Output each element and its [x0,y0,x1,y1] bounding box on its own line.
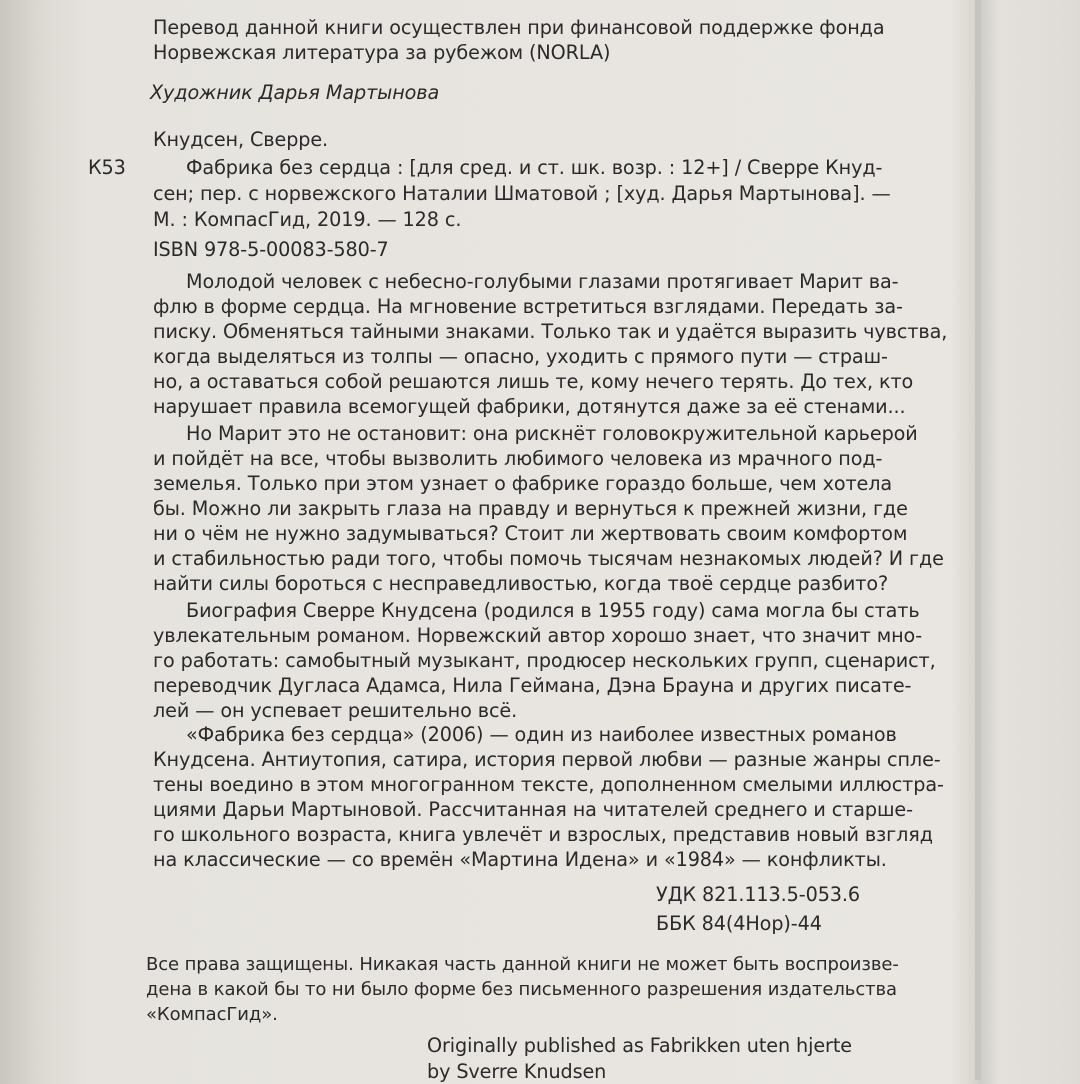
original-publication-line-1: Originally published as Fabrikken uten hjerte [427,1034,852,1057]
annotation-line: Кнудсена. Антиутопия, сатира, история первой любви — разные жанры спле- [153,748,941,771]
annotation-line: Молодой человек с небесно-голубыми глазами протягивает Марит ва- [186,270,899,293]
annotation-line: бы. Можно ли закрыть глаза на правду и вернуться к прежней жизни, где [153,497,908,520]
annotation-line: писку. Обменяться тайными знаками. Только так и удаётся выразить чувства, [153,320,948,343]
annotation-line: циями Дарьи Мартыновой. Рассчитанная на читателей среднего и старше- [153,798,913,821]
annotation-line: «Фабрика без сердца» (2006) — один из наиболее известных романов [186,723,897,746]
annotation-line: увлекательным романом. Норвежский автор хорошо знает, что значит мно- [153,624,923,647]
catalog-code: К53 [88,156,126,179]
original-publication-line-2: by Sverre Knudsen [427,1060,607,1083]
rights-line-1: Все права защищены. Никакая часть данной книги не может быть воспроизве- [146,954,899,975]
annotation-line: на классические — со времён «Мартина Идена» и «1984» — конфликты. [153,848,887,871]
rights-line-3: «КомпасГид». [146,1004,278,1025]
rights-line-2: дена в какой бы то ни было форме без письменного разрешения издательства [146,979,897,1000]
annotation-line: найти силы бороться с несправедливостью, когда твоё сердце разбито? [153,572,889,595]
bibliographic-line-1: Фабрика без сердца : [для сред. и ст. шк. возр. : 12+] / Сверре Кнуд- [186,156,883,179]
bibliographic-line-2: сен; пер. с норвежского Наталии Шматовой ; [худ. Дарья Мартынова]. — [153,182,891,205]
annotation-line: ни о чём не нужно задумываться? Стоит ли жертвовать своим комфортом [153,522,908,545]
annotation-line: когда выделяться из толпы — опасно, уходить с прямого пути — страш- [153,345,888,368]
funding-note-line-2: Норвежская литература за рубежом (NORLA) [153,41,611,64]
bbk-code: ББК 84(4Нор)-44 [656,912,822,935]
funding-note-line-1: Перевод данной книги осуществлен при финансовой поддержке фонда [153,16,885,39]
bibliographic-line-3: М. : КомпасГид, 2019. — 128 с. [153,208,462,231]
annotation-line: земелья. Только при этом узнает о фабрике гораздо больше, чем хотела [153,472,893,495]
annotation-line: го школьного возраста, книга увлечёт и взрослых, представив новый взгляд [153,823,933,846]
annotation-line: переводчик Дугласа Адамса, Нила Геймана, Дэна Брауна и других писате- [153,674,912,697]
annotation-line: нарушает правила всемогущей фабрики, дотянутся даже за её стенами... [153,395,906,418]
isbn: ISBN 978-5-00083-580-7 [153,238,389,261]
annotation-line: лей — он успевает решительно всё. [153,699,518,722]
annotation-line: и стабильностью ради того, чтобы помочь тысячам незнакомых людей? И где [153,547,944,570]
author-heading: Кнудсен, Сверре. [153,128,329,151]
annotation-line: и пойдёт на все, чтобы вызволить любимого человека из мрачного под- [153,447,883,470]
annotation-line: Но Марит это не остановит: она рискнёт головокружительной карьерой [186,422,918,445]
annotation-line: Биография Сверре Кнудсена (родился в 1955 году) сама могла бы стать [186,599,920,622]
annotation-line: флю в форме сердца. На мгновение встретиться взглядами. Передать за- [153,295,903,318]
illustrator-credit: Художник Дарья Мартынова [150,81,440,104]
annotation-line: го работать: самобытный музыкант, продюсер нескольких групп, сценарист, [153,649,936,672]
udk-code: УДК 821.113.5-053.6 [656,883,861,906]
annotation-line: но, а оставаться собой решаются лишь те, кому нечего терять. До тех, кто [153,370,914,393]
annotation-line: тены воедино в этом многогранном тексте, дополненном смелыми иллюстра- [153,773,944,796]
